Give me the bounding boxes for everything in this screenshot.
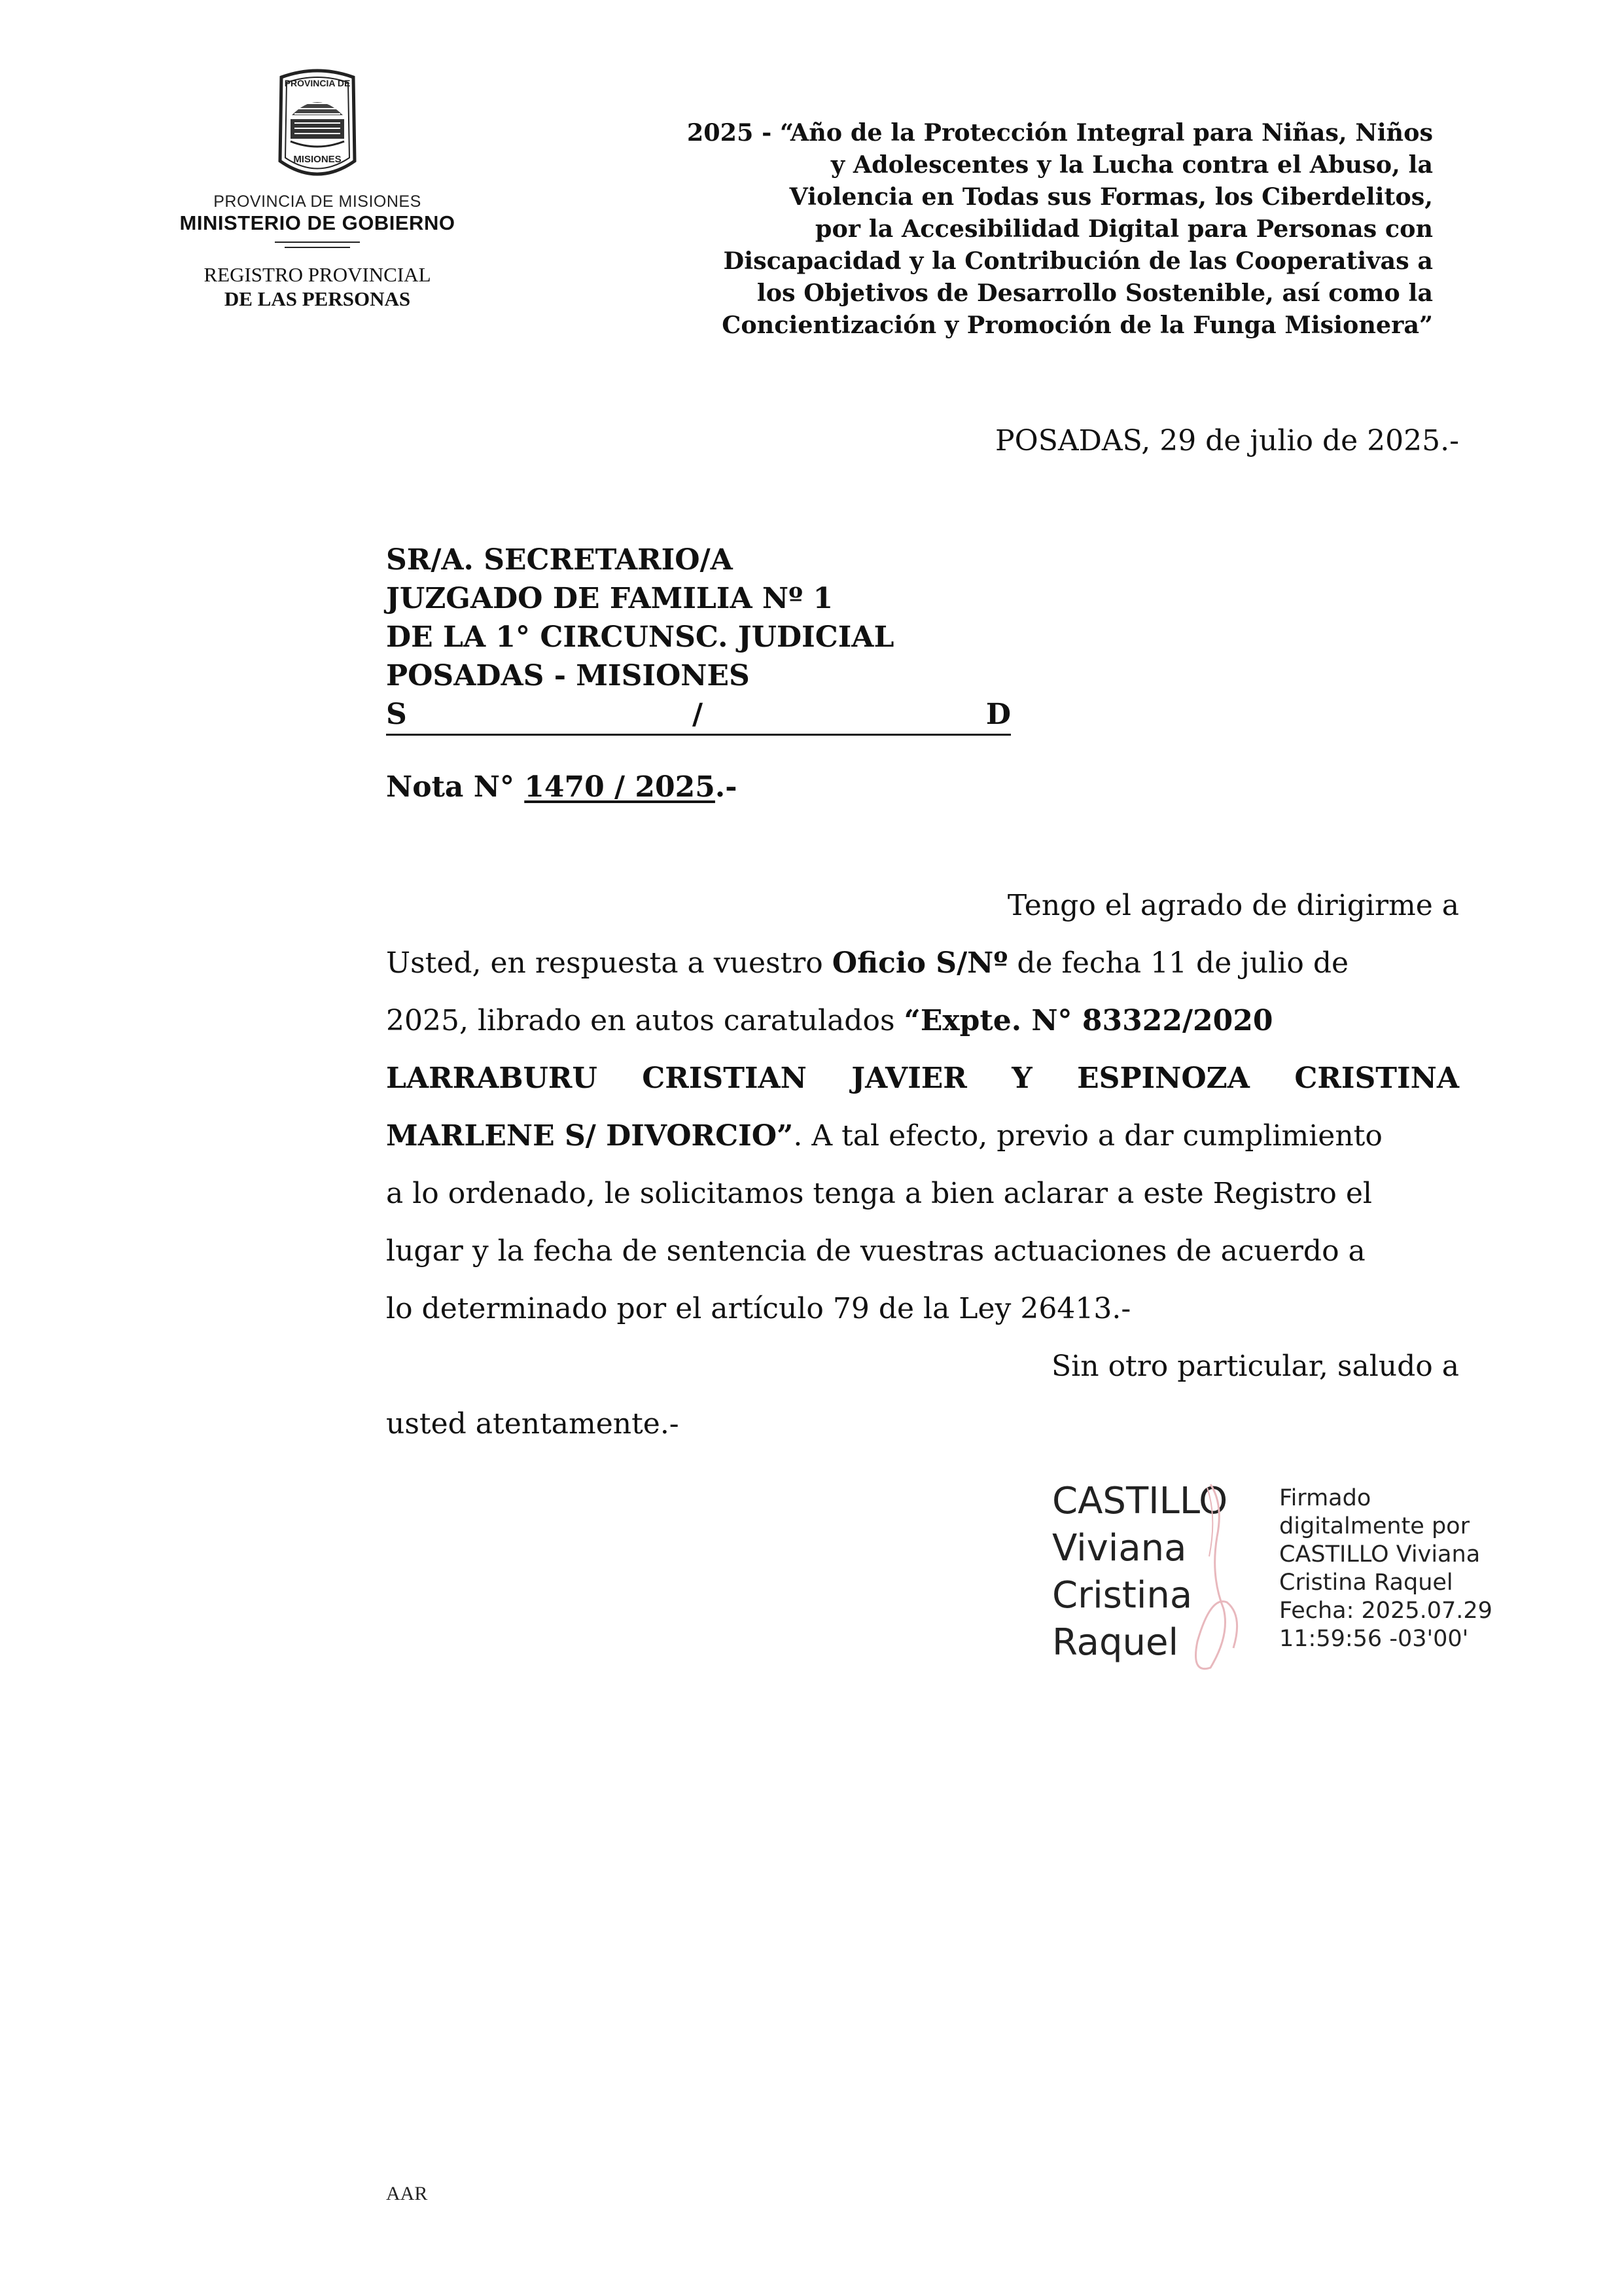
body-text: 2025, librado en autos caratulados <box>386 1004 904 1037</box>
body-line <box>386 1338 1459 1395</box>
ministry-divider <box>285 247 350 248</box>
recipient-line: SR/A. SECRETARIO/A <box>386 543 733 577</box>
body-text: lugar y la fecha de sentencia de vuestras actuaciones de acuerdo a <box>386 1234 1366 1268</box>
signer-name-line: CASTILLO <box>1052 1480 1228 1522</box>
provincial-seal-icon <box>268 63 366 187</box>
motto-line: y Adolescentes y la Lucha contra el Abuso, la <box>830 151 1433 179</box>
body-line <box>386 935 1459 992</box>
note-suffix: .- <box>715 770 737 804</box>
body-text: . A tal efecto, previo a dar cumplimiento <box>793 1119 1383 1153</box>
case-word: Y <box>1012 1062 1033 1095</box>
recipient-line: JUZGADO DE FAMILIA Nº 1 <box>386 582 834 615</box>
sd-d: D <box>985 698 1011 731</box>
note-label: Nota N° <box>386 770 525 804</box>
registry-line2-prefix: DE LAS <box>224 287 302 310</box>
motto-line: Concientización y Promoción de la Funga Misionera” <box>722 311 1433 339</box>
oficio-reference: Oficio S/Nº <box>832 946 1008 980</box>
closing-text: usted atentamente.- <box>386 1407 679 1441</box>
body-text: Tengo el agrado de dirigirme a <box>1007 889 1459 922</box>
body-text: lo determinado por el artículo 79 de la Ley 26413.- <box>386 1292 1131 1325</box>
ministry-name: MINISTERIO DE GOBIERNO <box>179 211 455 234</box>
case-reference: “Expte. N° 83322/2020 <box>904 1004 1273 1037</box>
body-line <box>386 992 1459 1050</box>
case-word: JAVIER <box>851 1062 967 1095</box>
registry-line2-bold: PERSONAS <box>302 287 411 310</box>
year-motto <box>582 117 1433 341</box>
body-line <box>386 877 1459 935</box>
body-line <box>386 1280 1459 1338</box>
seal-text-top: PROVINCIA DE <box>284 78 351 88</box>
recipient-line: POSADAS - MISIONES <box>386 659 750 692</box>
note-number <box>386 770 737 804</box>
sd-s: S <box>386 698 407 731</box>
recipient-block <box>386 541 1011 736</box>
body-text: de fecha 11 de julio de <box>1008 946 1349 980</box>
closing-text: Sin otro particular, saludo a <box>1051 1350 1459 1383</box>
signature-info-line: Cristina Raquel <box>1279 1570 1453 1596</box>
motto-line: por la Accesibilidad Digital para Personas con <box>815 215 1433 243</box>
signature-info-line: CASTILLO Viviana <box>1279 1541 1481 1568</box>
case-word: CRISTIAN <box>642 1062 807 1095</box>
signature-info-line: Firmado <box>1279 1485 1371 1511</box>
seal-text-bottom: MISIONES <box>293 154 342 165</box>
body-line <box>386 1107 1459 1165</box>
registry-line2 <box>164 287 471 311</box>
body-text: a lo ordenado, le solicitamos tenga a bien aclarar a este Registro el <box>386 1177 1372 1210</box>
signature-info-line: digitalmente por <box>1279 1513 1470 1539</box>
case-word: LARRABURU <box>386 1062 597 1095</box>
province-name: PROVINCIA DE MISIONES <box>213 192 421 211</box>
signer-name-line: Raquel <box>1052 1621 1179 1664</box>
body-text: Usted, en respuesta a vuestro <box>386 946 832 980</box>
signer-name-line: Viviana <box>1052 1527 1187 1570</box>
body-line <box>386 1223 1459 1280</box>
signature-info-line: Fecha: 2025.07.29 <box>1279 1598 1492 1624</box>
footer-initials: AAR <box>386 2183 428 2204</box>
document-date: POSADAS, 29 de julio de 2025.- <box>995 424 1459 457</box>
case-word: ESPINOZA <box>1077 1062 1250 1095</box>
motto-line: Violencia en Todas sus Formas, los Ciberdelitos, <box>789 183 1433 211</box>
registry-name <box>164 262 471 311</box>
registry-line1: REGISTRO PROVINCIAL <box>203 263 431 286</box>
header-logo-block <box>164 63 471 311</box>
body-line <box>386 1395 1459 1453</box>
sd-slash: / <box>692 698 703 731</box>
note-value: 1470 / 2025 <box>524 770 715 804</box>
motto-line: 2025 - “Año de la Protección Integral para Niñas, Niños <box>686 118 1433 147</box>
signature-info-line: 11:59:56 -03'00' <box>1279 1626 1469 1652</box>
recipient-sd-line <box>386 695 1011 736</box>
case-word: CRISTINA <box>1294 1062 1459 1095</box>
body-line <box>386 1050 1459 1107</box>
ministry-divider <box>275 242 360 243</box>
signer-name-line: Cristina <box>1052 1574 1193 1617</box>
body-line <box>386 1165 1459 1223</box>
case-reference: MARLENE S/ DIVORCIO” <box>386 1119 794 1153</box>
motto-line: Discapacidad y la Contribución de las Cooperativas a <box>723 247 1433 275</box>
recipient-line: DE LA 1° CIRCUNSC. JUDICIAL <box>386 620 894 654</box>
digital-signature-mark-icon <box>1171 1478 1250 1674</box>
digital-signature-info <box>1279 1484 1492 1653</box>
motto-line: los Objetivos de Desarrollo Sostenible, así como la <box>756 279 1433 307</box>
letter-body <box>386 877 1459 1453</box>
